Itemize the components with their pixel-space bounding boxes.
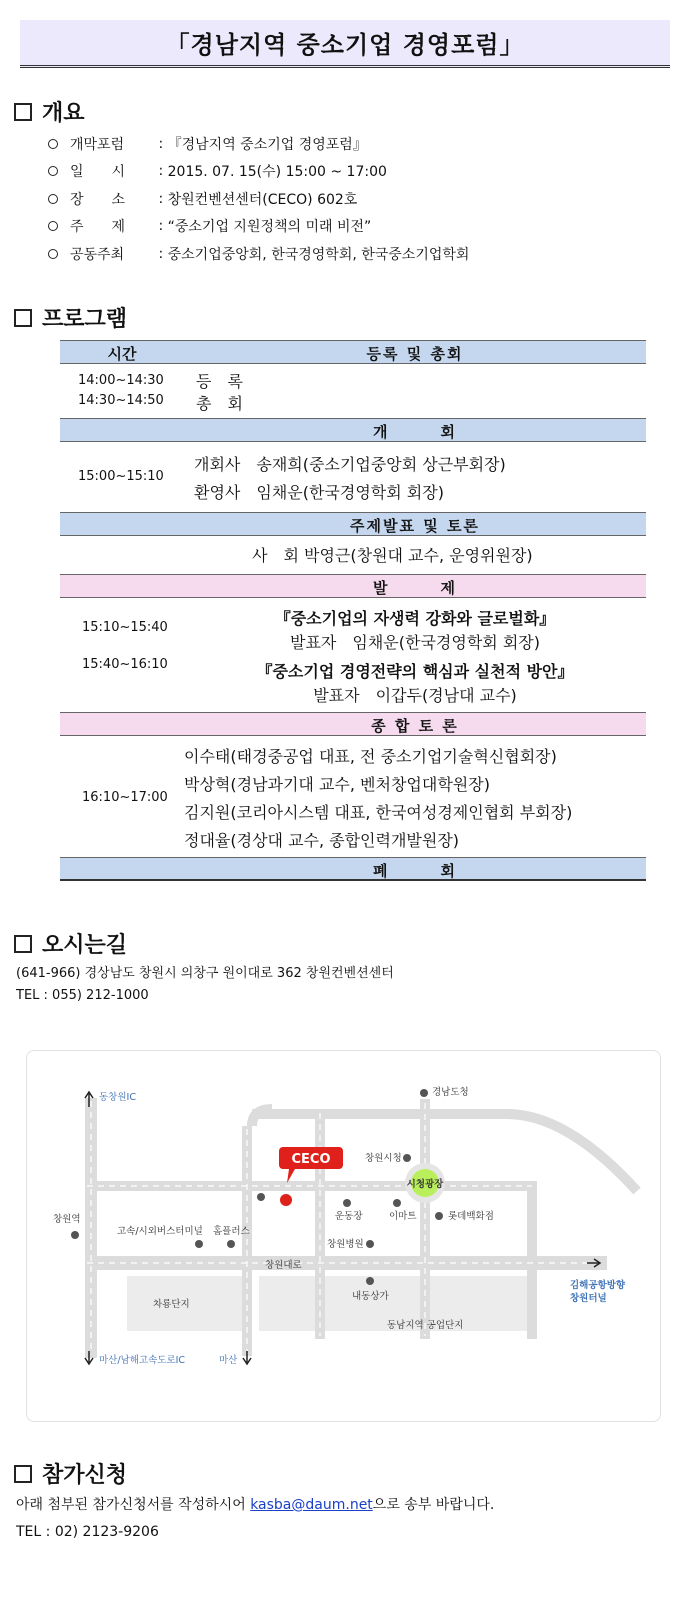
keynote-bar-label: 주제발표 및 토론 — [350, 517, 480, 535]
bullet-circle-icon — [48, 166, 58, 176]
program-heading-text: 프로그램 — [42, 307, 128, 332]
reg-time-1: 14:00~14:30 — [78, 373, 164, 388]
overview-item — [48, 130, 668, 158]
registration-tel: TEL : 02) 2123-9206 — [16, 1524, 159, 1540]
opening-time: 15:00~15:10 — [78, 469, 164, 484]
presentation-1-time: 15:10~15:40 — [82, 620, 168, 635]
label-homeplus: 홈플러스 — [213, 1226, 250, 1237]
checkbox-square-icon — [14, 935, 32, 953]
label-hospital: 창원병원 — [327, 1239, 364, 1250]
overview-item — [48, 240, 668, 268]
presentation-bar — [60, 574, 646, 598]
overview-item-label: 장 소 — [70, 191, 126, 208]
label-masan: 마산 — [219, 1355, 238, 1366]
address: (641-966) 경상남도 창원시 의창구 원이대로 362 창원컨벤션센터 — [16, 966, 394, 981]
presentation-2-presenter: 발표자 이갑두(경남대 교수) — [313, 686, 517, 705]
overview-item-sep: : — [154, 245, 168, 262]
overview-item — [48, 185, 668, 213]
discussion-time: 16:10~17:00 — [82, 790, 168, 805]
program-heading — [14, 302, 127, 333]
label-plaza: 시청광장 — [406, 1179, 444, 1190]
location-map — [26, 1050, 661, 1422]
overview-item-value: 『경남지역 중소기업 경영포럼』 — [167, 136, 367, 153]
label-gimhae-2: 창원터널 — [570, 1293, 607, 1304]
overview-item — [48, 213, 668, 241]
label-stadium: 운동장 — [335, 1211, 363, 1222]
bullet-circle-icon — [48, 139, 58, 149]
label-changwon-station: 창원역 — [53, 1214, 81, 1225]
email-link[interactable]: kasba@daum.net — [250, 1497, 373, 1513]
overview-item-sep: : — [154, 190, 168, 207]
panelist: 김지원(코리아시스템 대표, 한국여성경제인협회 부회장) — [184, 803, 573, 822]
label-road: 창원대로 — [265, 1260, 302, 1271]
discussion-bar — [60, 712, 646, 736]
presentation-2-title: 『중소기업 경영전략의 핵심과 실천적 방안』 — [256, 662, 574, 681]
closing-bar — [60, 857, 646, 881]
overview-item-value: 2015. 07. 15(수) 15:00 ~ 17:00 — [167, 164, 387, 181]
overview-item-label: 주 제 — [70, 219, 126, 236]
overview-item-value: “중소기업 지원정책의 미래 비전” — [167, 219, 372, 236]
keynote-bar — [60, 512, 646, 536]
closing-bar-label: 폐 회 — [373, 862, 457, 880]
overview-heading — [14, 96, 85, 127]
directions-tel: TEL : 055) 212-1000 — [16, 988, 149, 1003]
overview-item-sep: : — [154, 218, 168, 235]
panelist: 정대율(경상대 교수, 종합인력개발원장) — [184, 831, 460, 850]
overview-item-sep: : — [154, 163, 168, 180]
header-registration: 등록 및 총회 — [366, 345, 464, 363]
bullet-circle-icon — [48, 194, 58, 204]
registration-text-before: 아래 첨부된 참가신청서를 작성하시어 — [16, 1497, 251, 1513]
label-naedong: 내동상가 — [352, 1291, 389, 1302]
registration-text — [16, 1494, 494, 1514]
checkbox-square-icon — [14, 103, 32, 121]
overview-heading-text: 개요 — [42, 101, 85, 126]
panelist: 박상혁(경남과기대 교수, 벤처창업대학원장) — [184, 775, 490, 794]
overview-item-sep: : — [154, 135, 168, 152]
reg-time-2: 14:30~14:50 — [78, 393, 164, 408]
label-gyeongnam-office: 경남도청 — [432, 1087, 469, 1098]
presentation-1-title: 『중소기업의 자생력 강화와 글로벌화』 — [274, 609, 556, 628]
reg-item-2: 총 회 — [196, 394, 243, 413]
discussion-bar-label: 종 합 토 론 — [371, 717, 459, 735]
reg-item-1: 등 록 — [196, 372, 243, 391]
bullet-circle-icon — [48, 221, 58, 231]
overview-item-value: 중소기업중앙회, 한국경영학회, 한국중소기업학회 — [167, 246, 470, 263]
label-emart: 이마트 — [389, 1211, 417, 1222]
registration-heading — [14, 1458, 127, 1489]
overview-item-label: 공동주최 — [70, 246, 125, 263]
registration-heading-text: 참가신청 — [42, 1463, 128, 1488]
overview-item-label: 개막포럼 — [70, 136, 125, 153]
label-city-hall: 창원시청 — [365, 1153, 402, 1164]
label-bus-terminal: 고속/시외버스터미널 — [117, 1226, 203, 1237]
label-chaeryong: 차룡단지 — [153, 1299, 190, 1310]
table-header-row — [60, 340, 646, 364]
overview-item-label: 일 시 — [70, 164, 126, 181]
directions-heading-text: 오시는길 — [42, 933, 128, 958]
checkbox-square-icon — [14, 309, 32, 327]
label-dongchangwon: 동창원IC — [99, 1092, 136, 1103]
registration-text-after: 으로 송부 바랍니다. — [372, 1497, 495, 1513]
opening-bar — [60, 418, 646, 442]
header-time: 시간 — [107, 345, 137, 363]
label-lotte: 롯데백화점 — [448, 1211, 494, 1222]
presentation-bar-label: 발 제 — [373, 579, 457, 597]
panelist: 이수태(태경중공업 대표, 전 중소기업기술혁신협회장) — [184, 747, 557, 766]
label-masan-ic: 마산/남해고속도로IC — [99, 1355, 186, 1366]
overview-list — [48, 130, 668, 268]
directions-heading — [14, 928, 127, 959]
ceco-label: CECO — [291, 1152, 331, 1167]
location-pin-icon — [280, 1194, 292, 1206]
checkbox-square-icon — [14, 1465, 32, 1483]
label-industrial: 동남지역 공업단지 — [387, 1320, 464, 1331]
page-title: 「경남지역 중소기업 경영포럼」 — [20, 20, 670, 68]
welcome-speech: 환영사 임채운(한국경영학회 회장) — [194, 483, 444, 502]
overview-item — [48, 158, 668, 186]
overview-item-value: 창원컨벤션센터(CECO) 602호 — [167, 191, 358, 208]
presentation-2-time: 15:40~16:10 — [82, 657, 168, 672]
moderator: 사 회 박영근(창원대 교수, 운영위원장) — [252, 546, 533, 565]
opening-bar-label: 개 회 — [373, 423, 457, 441]
label-gimhae-1: 김해공항방향 — [570, 1280, 626, 1291]
bullet-circle-icon — [48, 249, 58, 259]
opening-speech: 개회사 송재희(중소기업중앙회 상근부회장) — [194, 455, 506, 474]
presentation-1-presenter: 발표자 임채운(한국경영학회 회장) — [290, 633, 540, 652]
